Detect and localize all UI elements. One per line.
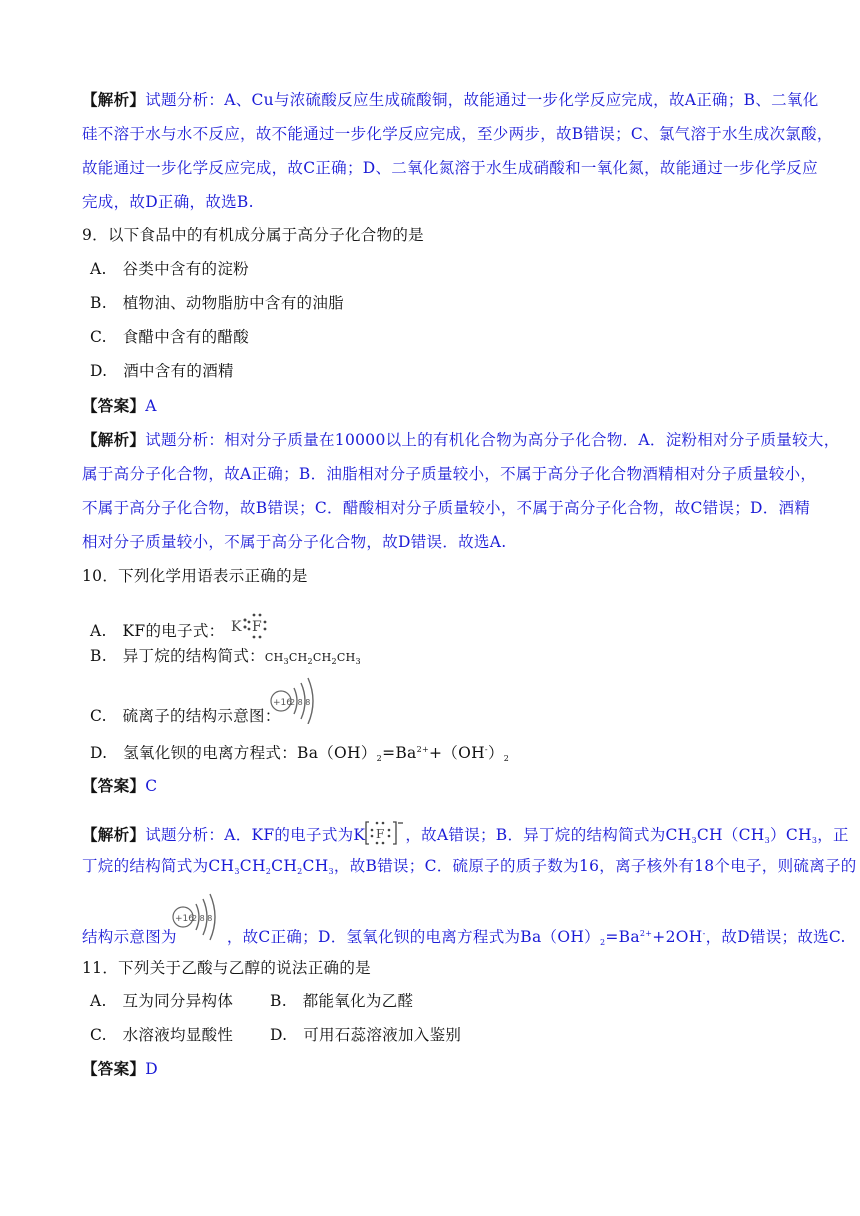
q11-option-d: D. 可用石蕊溶液加入鉴别	[270, 1026, 462, 1044]
q11-option-b: B. 都能氧化为乙醛	[270, 992, 414, 1010]
q9-option-a: A. 谷类中含有的淀粉	[90, 260, 249, 278]
f-symbol: F	[376, 827, 385, 841]
analysis-text: 试题分析：A、Cu与浓硫酸反应生成硫酸铜，故能通过一步化学反应完成，故A正确；B、二氧化	[145, 91, 819, 109]
q10-stem: 10．下列化学用语表示正确的是	[82, 567, 308, 585]
q10-analysis-line-1: 【解析】试题分析：A．KF的电子式为K F ，故A错误；B．异丁烷的结构简式为$CH_3CH(CH_3)CH_3$，正	[82, 820, 849, 851]
q10-option-d: D. 氢氧化钡的电离方程式：$Ba(OH)_2=Ba^{2+}+(OH^-)_2$	[90, 744, 510, 763]
q11-answer	[82, 1059, 158, 1079]
q8-analysis-line-1	[82, 90, 819, 110]
formula: $CH_3CH_2CH_2CH_3$	[264, 651, 361, 666]
sulfide-ion-structure-diagram-answer	[172, 892, 222, 942]
q8-analysis-line-3: 故能通过一步化学反应完成，故C正确；D、二氧化氮溶于水生成硝酸和一氧化氮，故能通过一步化学反应	[82, 159, 818, 177]
q8-analysis-line-2: 硅不溶于水与水不反应，故不能通过一步化学反应完成，至少两步，故B错误；C、氯气溶于水生成次氯酸，	[82, 125, 833, 143]
q10-option-b	[90, 646, 361, 672]
kf-bracket-formula-image	[365, 820, 405, 846]
sulfide-ion-structure-diagram	[270, 674, 320, 724]
q11-option-a: A. 互为同分异构体	[90, 992, 234, 1010]
q10-analysis-line-3: 结构示意图为 ，故C正确；D．氢氧化钡的电离方程式为$Ba(OH)_2=Ba^{2+}+2OH^-$，故D错误；故选C.	[82, 928, 846, 947]
analysis-tag: 【解析】	[82, 430, 146, 449]
f-symbol: F	[251, 619, 262, 635]
nucleus-charge: +16	[273, 698, 292, 708]
analysis-tag: 【解析】	[82, 825, 146, 844]
answer-value: C	[145, 777, 158, 795]
answer-tag: 【答案】	[82, 396, 146, 415]
answer-value: A	[145, 397, 157, 415]
kf-electron-formula-image	[230, 612, 272, 640]
q9-option-c: C. 食醋中含有的醋酸	[90, 328, 250, 346]
option-text: A. KF的电子式：	[90, 622, 225, 640]
q8-analysis-line-4: 完成，故D正确，故选B.	[82, 193, 254, 211]
analysis-text: 试题分析：相对分子质量在10000以上的有机化合物为高分子化合物．A．淀粉相对分子质量较大，	[145, 431, 840, 449]
answer-tag: 【答案】	[82, 1059, 146, 1078]
q9-analysis-line-4: 相对分子质量较小，不属于高分子化合物，故D错误．故选A.	[82, 533, 507, 551]
q10-option-c	[90, 706, 281, 726]
q9-option-d: D. 酒中含有的酒精	[90, 362, 234, 380]
electron-shells: 2 8 8	[290, 698, 311, 707]
q11-option-c: C. 水溶液均显酸性	[90, 1026, 234, 1044]
q10-answer	[82, 776, 157, 796]
answer-tag: 【答案】	[82, 776, 146, 795]
q9-analysis-line-2: 属于高分子化合物，故A正确；B．油脂相对分子质量较小，不属于高分子化合物酒精相对分子质量较小，	[82, 465, 817, 483]
q9-option-b: B. 植物油、动物脂肪中含有的油脂	[90, 294, 344, 312]
q9-analysis-line-3: 不属于高分子化合物，故B错误；C．醋酸相对分子质量较小，不属于高分子化合物，故C错误；D．酒精	[82, 499, 811, 517]
q10-option-a	[90, 612, 272, 641]
q9-answer	[82, 396, 157, 416]
electron-shells: 2 8 8	[192, 914, 213, 923]
answer-value: D	[145, 1060, 158, 1078]
nucleus-charge: +16	[175, 914, 194, 924]
option-text: B. 异丁烷的结构简式：	[90, 647, 265, 665]
q10-analysis-line-2: 丁烷的结构简式为$CH_3CH_2CH_2CH_3$，故B错误；C．硫原子的质子数为16，离子核外有18个电子，则硫离子的	[82, 857, 857, 876]
q9-analysis-line-1	[82, 430, 840, 450]
analysis-tag: 【解析】	[82, 90, 146, 109]
q11-stem: 11．下列关于乙酸与乙醇的说法正确的是	[82, 959, 371, 977]
k-symbol: K	[230, 619, 242, 635]
q9-stem: 9．以下食品中的有机成分属于高分子化合物的是	[82, 226, 424, 244]
option-text: D. 氢氧化钡的电离方程式：	[90, 744, 298, 762]
option-text: C. 硫离子的结构示意图：	[90, 707, 281, 725]
